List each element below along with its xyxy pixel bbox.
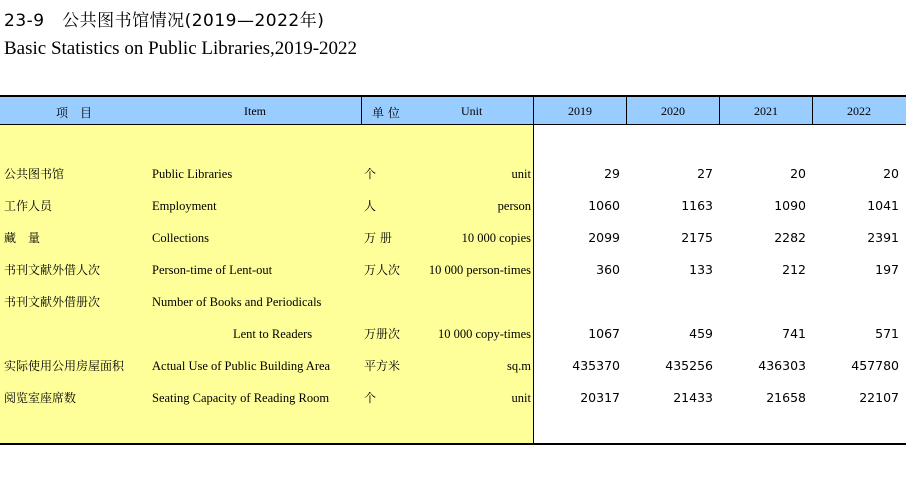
row-label-cn: 工作人员 xyxy=(4,199,53,213)
row-unit-cn: 万 册 xyxy=(364,231,392,245)
header-year-2022: 2022 xyxy=(847,104,871,118)
row-label-en: Actual Use of Public Building Area xyxy=(152,359,331,373)
row-label-cn: 书刊文献外借人次 xyxy=(4,263,101,277)
row-label-en: Collections xyxy=(152,231,209,245)
row-unit-cn: 平方米 xyxy=(364,359,401,373)
row-value-2021: 2282 xyxy=(774,230,806,245)
row-value-2022: 571 xyxy=(875,326,899,341)
row-value-2020: 2175 xyxy=(681,230,713,245)
row-value-2020: 1163 xyxy=(681,198,713,213)
row-value-2020: 459 xyxy=(689,326,713,341)
header-divider xyxy=(626,97,627,125)
row-label-cn: 公共图书馆 xyxy=(4,167,65,181)
row-unit-en: 10 000 copy-times xyxy=(437,327,531,341)
row-value-2022: 1041 xyxy=(867,198,899,213)
row-label-en: Number of Books and Periodicals xyxy=(152,295,322,309)
row-value-2019: 20317 xyxy=(580,390,620,405)
row-label-en: Employment xyxy=(152,199,217,213)
header-divider xyxy=(533,97,534,125)
header-divider xyxy=(719,97,720,125)
header-year-2019: 2019 xyxy=(568,104,592,118)
row-value-2019: 2099 xyxy=(588,230,620,245)
row-unit-cn: 万册次 xyxy=(364,327,401,341)
row-label-cn: 阅览室座席数 xyxy=(4,391,77,405)
row-unit-cn: 人 xyxy=(364,199,377,213)
row-unit-en: person xyxy=(497,199,531,213)
header-item-cn: 项 目 xyxy=(56,106,93,120)
table-bottom-rule xyxy=(0,443,906,445)
row-label-en: Person-time of Lent-out xyxy=(152,263,273,277)
row-unit-cn: 个 xyxy=(364,167,377,181)
row-value-2020: 435256 xyxy=(665,358,713,373)
header-year-2020: 2020 xyxy=(661,104,685,118)
row-value-2021: 212 xyxy=(782,262,806,277)
header-divider xyxy=(361,97,362,125)
row-value-2022: 197 xyxy=(875,262,899,277)
header-unit-cn: 单 位 xyxy=(372,106,400,120)
row-value-2019: 29 xyxy=(604,166,620,181)
row-value-2022: 20 xyxy=(883,166,899,181)
header-unit-en: Unit xyxy=(461,104,483,118)
row-value-2021: 1090 xyxy=(774,198,806,213)
header-divider xyxy=(812,97,813,125)
header-year-2021: 2021 xyxy=(754,104,778,118)
row-value-2020: 21433 xyxy=(673,390,713,405)
row-value-2021: 20 xyxy=(790,166,806,181)
row-value-2019: 1067 xyxy=(588,326,620,341)
row-label-en: Seating Capacity of Reading Room xyxy=(152,391,330,405)
row-value-2020: 27 xyxy=(697,166,713,181)
header-item-en: Item xyxy=(244,104,266,118)
row-value-2021: 21658 xyxy=(766,390,806,405)
row-value-2021: 436303 xyxy=(758,358,806,373)
row-unit-cn: 万人次 xyxy=(364,263,401,277)
body-divider xyxy=(533,125,534,444)
row-value-2022: 2391 xyxy=(867,230,899,245)
row-value-2019: 360 xyxy=(596,262,620,277)
row-value-2020: 133 xyxy=(689,262,713,277)
table-title-english: Basic Statistics on Public Libraries,2019-2022 xyxy=(4,38,358,59)
row-value-2019: 1060 xyxy=(588,198,620,213)
row-label-cn: 藏 量 xyxy=(4,231,41,245)
row-unit-en: 10 000 person-times xyxy=(428,263,531,277)
row-value-2021: 741 xyxy=(782,326,806,341)
row-label-cn: 书刊文献外借册次 xyxy=(4,295,101,309)
row-value-2022: 22107 xyxy=(859,390,899,405)
row-unit-en: 10 000 copies xyxy=(461,231,531,245)
row-unit-en: unit xyxy=(511,167,531,181)
row-label-cn: 实际使用公用房屋面积 xyxy=(4,359,125,373)
row-label-en: Lent to Readers xyxy=(233,327,313,341)
row-value-2019: 435370 xyxy=(572,358,620,373)
row-unit-cn: 个 xyxy=(364,391,377,405)
table-title-chinese: 23-9 公共图书馆情况(2019—2022年) xyxy=(4,11,325,31)
row-value-2022: 457780 xyxy=(851,358,899,373)
row-unit-en: sq.m xyxy=(507,359,531,373)
row-unit-en: unit xyxy=(511,391,531,405)
row-label-en: Public Libraries xyxy=(152,167,233,181)
